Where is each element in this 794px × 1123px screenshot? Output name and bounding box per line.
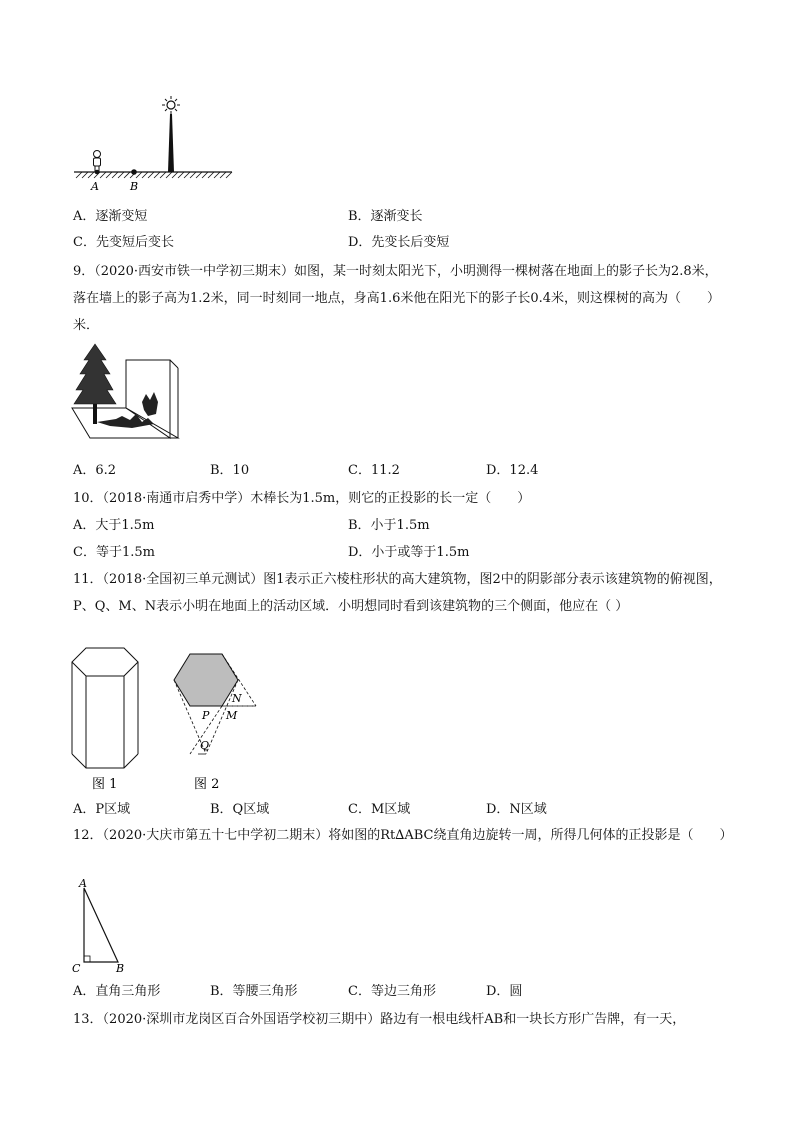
q12-option-d: D．圆: [486, 984, 523, 999]
q12-figure: [68, 876, 138, 976]
label-q: Q: [200, 739, 210, 752]
q8-figure: [70, 92, 240, 197]
figure-2-caption: 图 2: [194, 777, 220, 792]
q10-option-b: B．小于1.5m: [348, 518, 430, 533]
label-c: C: [72, 962, 81, 975]
q10-stem: 10．（2018·南通市启秀中学）木棒长为1.5m，则它的正投影的长一定（ ）: [73, 491, 531, 506]
q9-option-d: D．12.4: [486, 463, 539, 478]
q10-option-d: D．小于或等于1.5m: [348, 545, 470, 560]
q10-option-a: A．大于1.5m: [73, 518, 155, 533]
label-a: A: [79, 877, 87, 890]
q9-stem: 9．（2020·西安市铁一中学初三期末）如图，某一时刻太阳光下，小明测得一棵树落在地面上的影子长为2.8米，落在墙上的影子高为1.2米，同一时刻同一地点，身高1.6米他在阳光下的影子长0.4米，则这棵树的高为（ ）米．: [73, 264, 721, 333]
figure-1-caption: 图 1: [92, 777, 118, 792]
q9-option-a: A．6.2: [73, 463, 117, 478]
q8-option-c: C．先变短后变长: [73, 235, 174, 250]
q12-option-a: A．直角三角形: [73, 984, 161, 999]
label-a: A: [91, 180, 99, 193]
person-icon: [94, 151, 101, 173]
q12-option-c: C．等边三角形: [348, 984, 436, 999]
q11-option-c: C．M区域: [348, 802, 411, 817]
label-b: B: [130, 180, 139, 193]
q9-figure: [70, 342, 182, 447]
q13-stem: 13．（2020·深圳市龙岗区百合外国语学校初三期中）路边有一根电线杆AB和一块长方形广告牌，有一天，: [73, 1012, 686, 1027]
q10-option-c: C．等于1.5m: [73, 545, 155, 560]
q11-option-b: B．Q区域: [210, 802, 270, 817]
q11-figure-2: [170, 650, 270, 794]
q11-option-a: A．P区域: [73, 802, 131, 817]
q8-option-b: B．逐渐变长: [348, 209, 423, 224]
q11-option-d: D．N区域: [486, 802, 547, 817]
tree-icon: [74, 344, 116, 424]
q9-option-b: B．10: [210, 463, 250, 478]
q9-option-c: C．11.2: [348, 463, 400, 478]
label-m: M: [226, 709, 238, 722]
label-p: P: [202, 709, 210, 722]
q8-option-d: D．先变长后变短: [348, 235, 450, 250]
q8-option-a: A．逐渐变短: [73, 209, 148, 224]
lamp-post-icon: [162, 96, 180, 172]
q12-option-b: B．等腰三角形: [210, 984, 298, 999]
label-n: N: [232, 692, 242, 705]
q11-figure-1: [68, 642, 148, 792]
label-b: B: [116, 962, 125, 975]
q12-stem: 12．（2020·大庆市第五十七中学初二期末）将如图的Rt∆ABC绕直角边旋转一周，所得几何体的正投影是（ ）: [73, 828, 733, 843]
q11-stem: 11．（2018·全国初三单元测试）图1表示正六棱柱形状的高大建筑物，图2中的阴影部分表示该建筑物的俯视图，P、Q、M、N表示小明在地面上的活动区域．小明想同时看到该建筑物的三个侧面，他应在（ ）: [73, 572, 722, 614]
